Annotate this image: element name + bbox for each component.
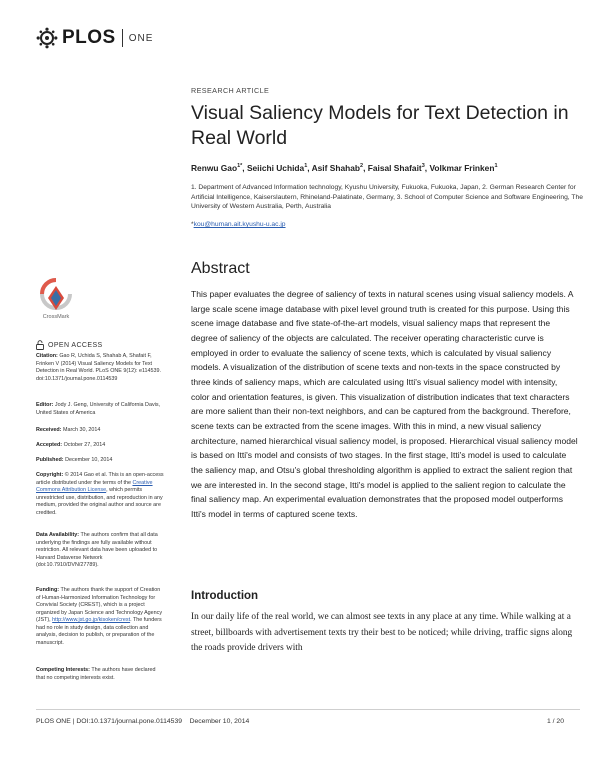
- copyright-block: [36, 472, 164, 517]
- author-name[interactable]: Faisal Shafait: [367, 163, 422, 173]
- published-block: [36, 457, 164, 465]
- introduction-heading: Introduction: [191, 590, 259, 602]
- accepted-date: October 27, 2014: [63, 442, 106, 448]
- funding-text: The authors thank the support of Creation of Human-Harmonized Information Technology for Convivial Society (CREST), which is a project organized by Japan Science and Technology Agency (JST),: [36, 587, 163, 623]
- affiliations: 1. Department of Advanced Information technology, Kyushu University, Fukuoka, Fukuoka, Japan, 2. German Research Center for Artificial Intelligence, Kaiserslautern, Rhineland-Palatinate, Germany, 3. School of Computer Science and Software Engineering, The University of Western Australia, Perth, Australia: [191, 184, 583, 211]
- footer-journal: PLOS ONE: [36, 718, 71, 725]
- footer-divider: [36, 709, 580, 710]
- funding-block: [36, 587, 164, 647]
- published-date: December 10, 2014: [65, 457, 113, 463]
- correspondence-mark: *: [191, 221, 194, 228]
- funding-label: Funding:: [36, 587, 60, 593]
- author-affiliation-mark: 3: [421, 163, 425, 170]
- open-lock-icon: [36, 340, 44, 350]
- footer-doi[interactable]: DOI:10.1371/journal.pone.0114539: [76, 718, 182, 725]
- author-name[interactable]: Asif Shahab: [311, 163, 360, 173]
- plos-logo-icon: [36, 27, 58, 49]
- author-affiliation-mark: 1*: [237, 163, 243, 170]
- author-name[interactable]: Renwu Gao: [191, 163, 238, 173]
- citation-text: Gao R, Uchida S, Shahab A, Shafait F, Frinken V (2014) Visual Saliency Models for Text Detection in Real World. PLoS ONE 9(12): e114539. doi:10.1371/journal.pone.0114539: [36, 353, 162, 382]
- funding-link[interactable]: http://www.jst.go.jp/kisoken/crest: [52, 617, 131, 623]
- open-access-label: OPEN ACCESS: [48, 341, 103, 349]
- citation-block: [36, 353, 164, 383]
- logo-divider: [122, 29, 123, 47]
- author-name[interactable]: Volkmar Frinken: [429, 163, 495, 173]
- copyright-label: Copyright:: [36, 472, 64, 478]
- data-availability-label: Data Availability:: [36, 532, 80, 538]
- author-name[interactable]: Seiichi Uchida: [246, 163, 305, 173]
- competing-interests-label: Competing Interests:: [36, 667, 90, 673]
- received-block: [36, 427, 164, 435]
- abstract-heading: Abstract: [191, 260, 250, 277]
- published-label: Published:: [36, 457, 64, 463]
- author-affiliation-mark: 1: [494, 163, 498, 170]
- author-affiliation-mark: 2: [360, 163, 364, 170]
- footer-separator: |: [72, 718, 77, 725]
- copyright-text-cont: , which permits unrestricted use, distribution, and reproduction in any medium, provided the original author and source are credited.: [36, 487, 163, 516]
- open-access-badge: [36, 340, 103, 350]
- data-availability-block: [36, 532, 164, 570]
- editor-text: Jody J. Geng, University of California Davis, United States of America: [36, 402, 161, 416]
- accepted-block: [36, 442, 164, 450]
- correspondence: [191, 221, 286, 228]
- competing-interests-text: The authors have declared that no competing interests exist.: [36, 667, 156, 681]
- footer-date: December 10, 2014: [189, 718, 250, 725]
- editor-label: Editor:: [36, 402, 54, 408]
- author-list: Renwu Gao$^{1*}$, Seiichi Uchida$^1$, Asif Shahab$^2$, Faisal Shafait$^3$, Volkmar Frinken$^1$: [191, 163, 498, 173]
- data-availability-text: The authors confirm that all data underlying the findings are fully available without restriction. All relevant data have been uploaded to Harvard Dataverse Network (doi:10.7910/DVN/27789).: [36, 532, 158, 568]
- funding-text-cont: . The funders had no role in study design, data collection and analysis, decision to publish, or preparation of the manuscript.: [36, 617, 162, 646]
- editor-block: [36, 402, 164, 417]
- crossmark-label: CrossMark: [42, 314, 70, 320]
- license-link[interactable]: Creative Commons Attribution License: [36, 479, 153, 493]
- accepted-label: Accepted:: [36, 442, 63, 448]
- copyright-text: © 2014 Gao et al. This is an open-access article distributed under the terms of the: [36, 472, 164, 486]
- brand-name: PLOS: [62, 27, 116, 48]
- correspondence-email-link[interactable]: kou@human.ait.kyushu-u.ac.jp: [193, 221, 286, 228]
- page-number: 1 / 20: [546, 718, 564, 725]
- plos-one-logo[interactable]: [36, 26, 153, 50]
- introduction-text: In our daily life of the real world, we can almost see texts in any place at any time. While walking at a street, billboards with advertisement texts try their best to be noticed; while driving, traffic signs along the roads provide drivers with: [191, 612, 573, 654]
- competing-interests-block: [36, 667, 164, 682]
- citation-label: Citation:: [36, 353, 58, 359]
- received-date: March 30, 2014: [62, 427, 101, 433]
- received-label: Received:: [36, 427, 62, 433]
- abstract-text: This paper evaluates the degree of saliency of texts in natural scenes using visual saliency models. A large scale scene image database with pixel level ground truth is created for this purpose. Using this scene image database and five state-of-the-art models, visual saliency maps that represent the degree of saliency of the objects are calculated. The receiver operating characteristic curve is employed in order to evaluate the saliency of scene texts, which is calculated by visual saliency models. A visualization of the distribution of scene texts and non-texts in the space constructed by three kinds of saliency maps, which are calculated using Itti's visual saliency model with intensity, color and orientation features, is given. This visualization of distribution indicates that text characters are more salient than their non-text neighbors, and can be captured from the background. Therefore, scene texts can be extracted from the scene images. With this in mind, a new visual saliency architecture, named hierarchical visual saliency model, is proposed. Hierarchical visual saliency model is based on Itti's model and consists of two stages. In the first stage, Itti's model is used to calculate the saliency map, and Otsu's global thresholding algorithm is applied to extract the salient region that we are interested in. In the second stage, Itti's model is applied to the salient region to calculate the final saliency map. An experimental evaluation demonstrates that the proposed model outperforms Itti's model in terms of captured scene texts.: [191, 289, 578, 519]
- footer-spacer: [184, 718, 188, 725]
- article-title: Visual Saliency Models for Text Detection in Real World: [191, 102, 569, 149]
- article-type: RESEARCH ARTICLE: [191, 86, 270, 95]
- footer-citation: [36, 718, 249, 725]
- journal-name: ONE: [128, 32, 154, 44]
- author-affiliation-mark: 1: [304, 163, 308, 170]
